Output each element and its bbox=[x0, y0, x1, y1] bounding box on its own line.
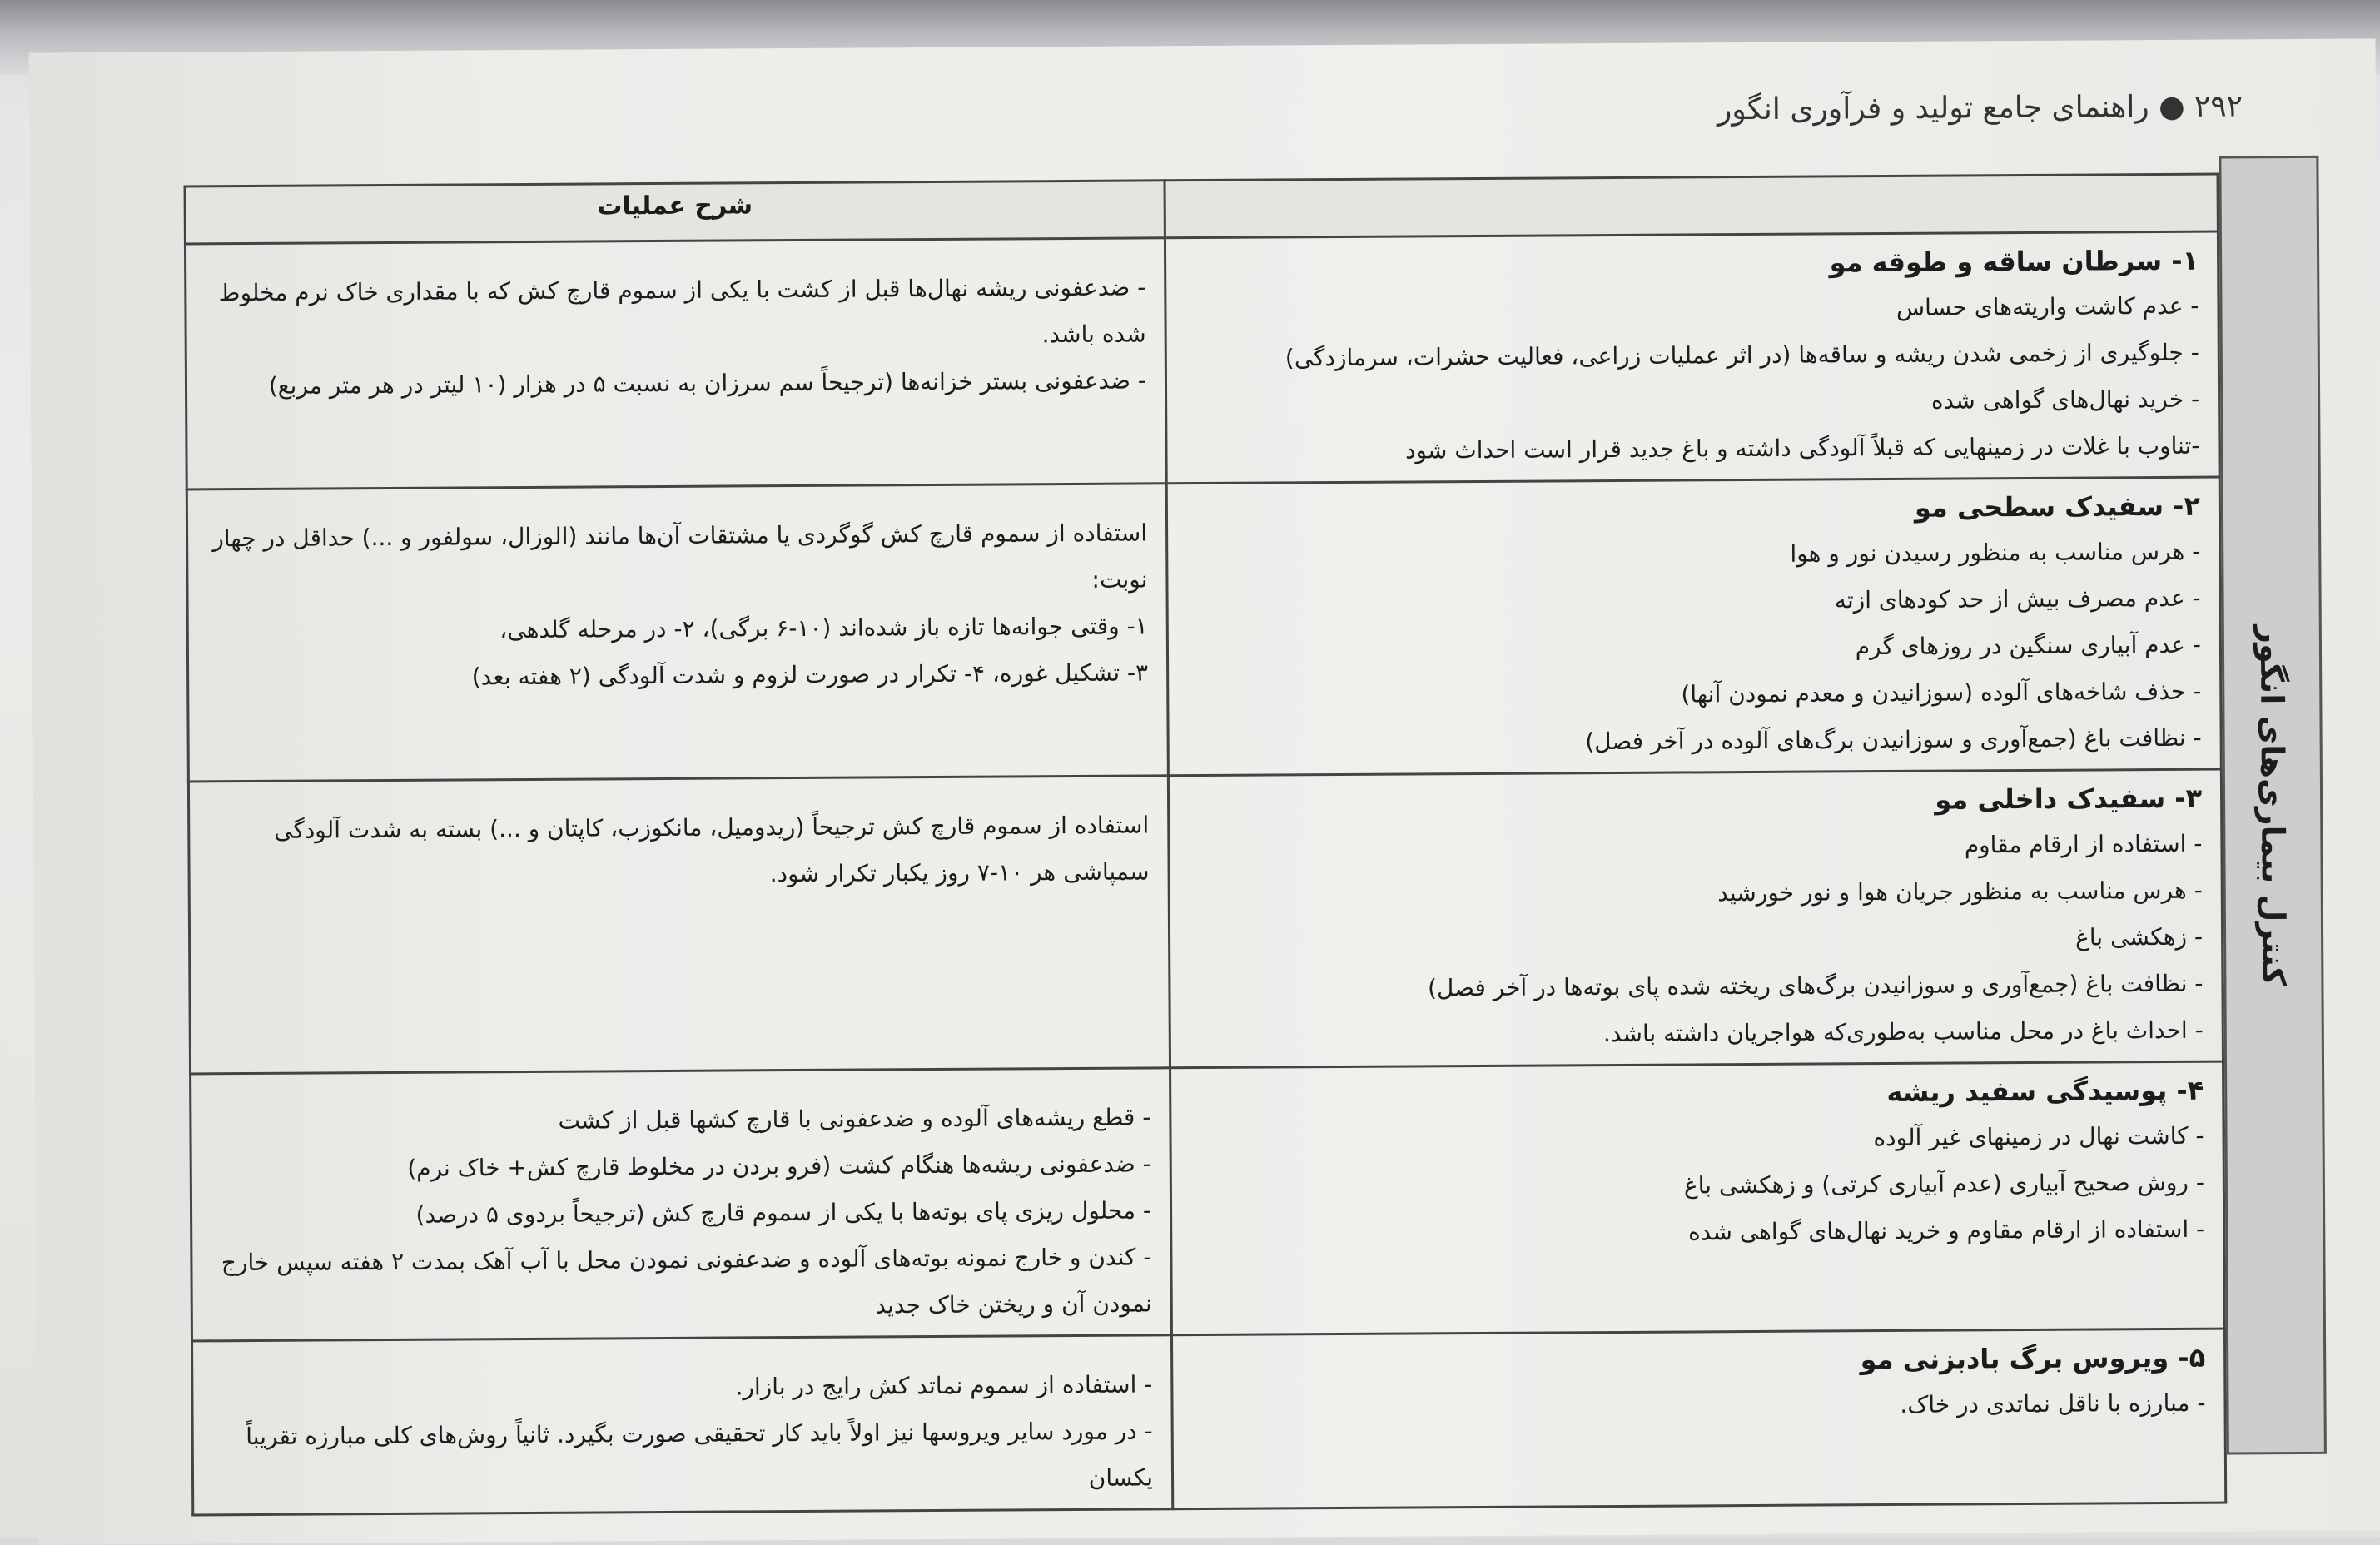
disease-title: ۱- سرطان ساقه و طوقه مو bbox=[1829, 244, 2199, 279]
prevention-item: - هرس مناسب به منظور جریان هوا و نور خورشید bbox=[1717, 876, 2203, 907]
prevention-item: - نظافت باغ (جمع‌آوری و سوزانیدن برگ‌های ریخته شده پای بوته‌ها در آخر فصل) bbox=[1427, 969, 2204, 1002]
operation-item: - محلول ریزی پای بوته‌ها با یکی از سموم قارچ کش (ترجیحاً بردوی ۵ درصد) bbox=[415, 1196, 1152, 1229]
page-header: ۲۹۲ ● راهنمای جامع تولید و فرآوری انگور bbox=[1717, 89, 2243, 127]
table-row bbox=[186, 477, 2221, 782]
operations-cell bbox=[192, 1335, 1173, 1515]
side-label: کنترل بیماری‌های انگور bbox=[2253, 624, 2293, 986]
disease-title: ۳- سفیدک داخلی مو bbox=[1935, 782, 2203, 816]
prevention-item: -تناوب با غلات در زمینهایی که قبلاً آلودگی داشته و باغ جدید قرار است احداث شود bbox=[1404, 431, 2200, 464]
disease-cell bbox=[1171, 1329, 2225, 1509]
table-body bbox=[185, 231, 2225, 1515]
operations-cell bbox=[185, 238, 1166, 489]
prevention-item: - عدم کاشت واریته‌های حساس bbox=[1896, 291, 2199, 321]
operations-cell bbox=[188, 776, 1170, 1074]
prevention-item: - روش صحیح آبیاری (عدم آبیاری کرتی) و زهکشی باغ bbox=[1683, 1168, 2204, 1200]
operation-item: - ضدعفونی بستر خزانه‌ها (ترجیحاً سم سرزان به نسبت ۵ در هزار (۱۰ لیتر در هر متر مربع) bbox=[268, 366, 1147, 400]
prevention-item: - استفاده از ارقام مقاوم و خرید نهال‌های گواهی شده bbox=[1687, 1215, 2205, 1246]
prevention-item: - خرید نهال‌های گواهی شده bbox=[1930, 385, 2200, 415]
header-cell-operations: شرح عملیات bbox=[185, 181, 1165, 244]
header-cell-left bbox=[1165, 174, 2218, 238]
prevention-item: - نظافت باغ (جمع‌آوری و سوزانیدن برگ‌های آلوده در آخر فصل) bbox=[1585, 723, 2202, 756]
disease-title: ۵- ویروس برگ بادبزنی مو bbox=[1860, 1341, 2206, 1376]
operation-item: استفاده از سموم قارچ کش ترجیحاً (ریدومیل، مانکوزب، کاپتان و ...) بسته به شدت آلودگی سمپاشی هر ۱۰-۷ روز یکبار تکرار شود. bbox=[274, 811, 1150, 888]
prevention-item: - عدم مصرف بیش از حد کودهای ازته bbox=[1834, 584, 2201, 614]
book-page bbox=[29, 38, 2380, 1544]
disease-cell bbox=[1170, 1061, 2225, 1335]
disease-cell bbox=[1168, 769, 2223, 1068]
table-row bbox=[192, 1329, 2226, 1515]
operation-item: - کندن و خارج نمونه بوته‌های آلوده و ضدعفونی نمودن محل با آب آهک بمدت ۲ هفته سپس خارج نمودن آن و ریختن خاک جدید bbox=[221, 1243, 1152, 1319]
disease-title: ۴- پوسیدگی سفید ریشه bbox=[1886, 1074, 2204, 1109]
operation-item: استفاده از سموم قارچ کش گوگردی یا مشتقات آن‌ها مانند (الوزال، سولفور و ...) حداقل در چهار نوبت: bbox=[212, 519, 1148, 594]
table-row bbox=[191, 1061, 2225, 1341]
operation-item: ۳- تشکیل غوره، ۴- تکرار در صورت لزوم و شدت آلودگی (۲ هفته بعد) bbox=[471, 658, 1149, 691]
prevention-item: - عدم آبیاری سنگین در روزهای گرم bbox=[1855, 630, 2202, 661]
operation-item: - در مورد سایر ویروسها نیز اولاً باید کار تحقیقی صورت بگیرد. ثانیاً روش‌های کلی مبارزه تقریباً یکسان bbox=[246, 1417, 1154, 1492]
prevention-item: - جلوگیری از زخمی شدن ریشه و ساقه‌ها (در اثر عملیات زراعی، فعالیت حشرات، سرمازدگی) bbox=[1284, 338, 2199, 372]
disease-cell bbox=[1165, 231, 2219, 484]
operations-cell bbox=[191, 1068, 1172, 1341]
disease-title: ۲- سفیدک سطحی مو bbox=[1914, 489, 2201, 524]
prevention-item: - استفاده از ارقام مقاوم bbox=[1964, 829, 2203, 859]
prevention-item: - احداث باغ در محل مناسب به‌طوری‌که هواجریان داشته باشد. bbox=[1602, 1016, 2204, 1048]
side-label-box bbox=[2219, 156, 2327, 1455]
disease-control-table bbox=[184, 173, 2228, 1517]
operation-item: - استفاده از سموم نماتد کش رایج در بازار. bbox=[735, 1370, 1153, 1401]
operation-item: ۱- وقتی جوانه‌ها تازه باز شده‌اند (۱۰-۶ برگی)، ۲- در مرحله گلدهی، bbox=[499, 612, 1148, 644]
operations-cell bbox=[186, 484, 1168, 782]
prevention-item: - هرس مناسب به منظور رسیدن نور و هوا bbox=[1790, 537, 2201, 568]
disease-cell bbox=[1166, 477, 2221, 776]
prevention-item: - مبارزه با ناقل نماتدی در خاک. bbox=[1900, 1389, 2206, 1418]
prevention-item: - زهکشی باغ bbox=[2074, 922, 2204, 951]
operation-item: - ضدعفونی ریشه‌ها هنگام کشت (فرو بردن در مخلوط قارچ کش+ خاک نرم) bbox=[407, 1150, 1151, 1182]
operation-item: - قطع ریشه‌های آلوده و ضدعفونی با قارچ کشها قبل از کشت bbox=[558, 1103, 1151, 1135]
prevention-item: - حذف شاخه‌های آلوده (سوزانیدن و معدم نمودن آنها) bbox=[1681, 677, 2202, 708]
prevention-item: - کاشت نهال در زمینهای غیر آلوده bbox=[1873, 1121, 2204, 1152]
table-row bbox=[188, 769, 2223, 1074]
table-row bbox=[185, 231, 2219, 489]
operation-item: - ضدعفونی ریشه نهال‌ها قبل از کشت با یکی از سموم قارچ کش که با مقداری خاک نرم مخلوط شده باشد. bbox=[218, 273, 1146, 349]
